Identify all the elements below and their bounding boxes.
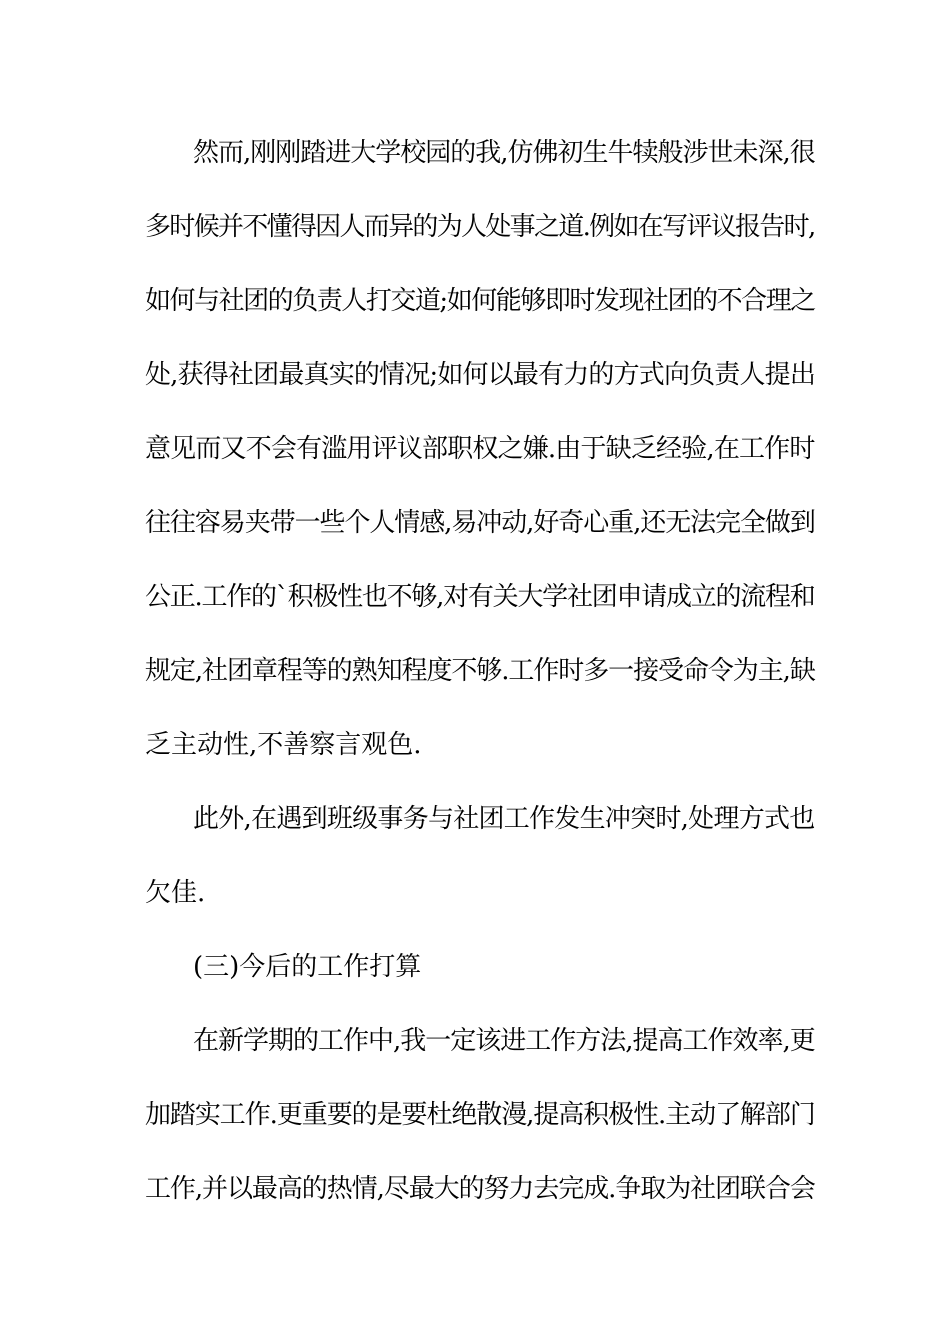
paragraph-line: 欠佳. [145, 878, 206, 908]
paragraph-line: 在新学期的工作中,我一定该进工作方法,提高工作效率,更 [193, 1026, 815, 1056]
paragraph-line: 此外,在遇到班级事务与社团工作发生冲突时,处理方式也 [193, 804, 815, 834]
paragraph-line: 公正.工作的`积极性也不够,对有关大学社团申请成立的流程和 [145, 582, 815, 612]
paragraph-line: 处,获得社团最真实的情况;如何以最有力的方式向负责人提出 [145, 360, 816, 390]
paragraph-line: 工作,并以最高的热情,尽最大的努力去完成.争取为社团联合会 [145, 1174, 815, 1204]
paragraph-line: 多时候并不懂得因人而异的为人处事之道.例如在写评议报告时, [145, 212, 815, 242]
paragraph-line: 加踏实工作.更重要的是要杜绝散漫,提高积极性.主动了解部门 [145, 1100, 815, 1130]
paragraph-line: 意见而又不会有滥用评议部职权之嫌.由于缺乏经验,在工作时 [145, 434, 815, 464]
paragraph-line: 乏主动性,不善察言观色. [145, 730, 422, 760]
section-heading: (三)今后的工作打算 [193, 952, 422, 982]
paragraph-line: 往往容易夹带一些个人情感,易冲动,好奇心重,还无法完全做到 [145, 508, 815, 538]
paragraph-line: 如何与社团的负责人打交道;如何能够即时发现社团的不合理之 [145, 286, 815, 316]
paragraph-line: 规定,社团章程等的熟知程度不够.工作时多一接受命令为主,缺 [145, 656, 815, 686]
paragraph-line: 然而,刚刚踏进大学校园的我,仿佛初生牛犊般涉世未深,很 [193, 138, 815, 168]
